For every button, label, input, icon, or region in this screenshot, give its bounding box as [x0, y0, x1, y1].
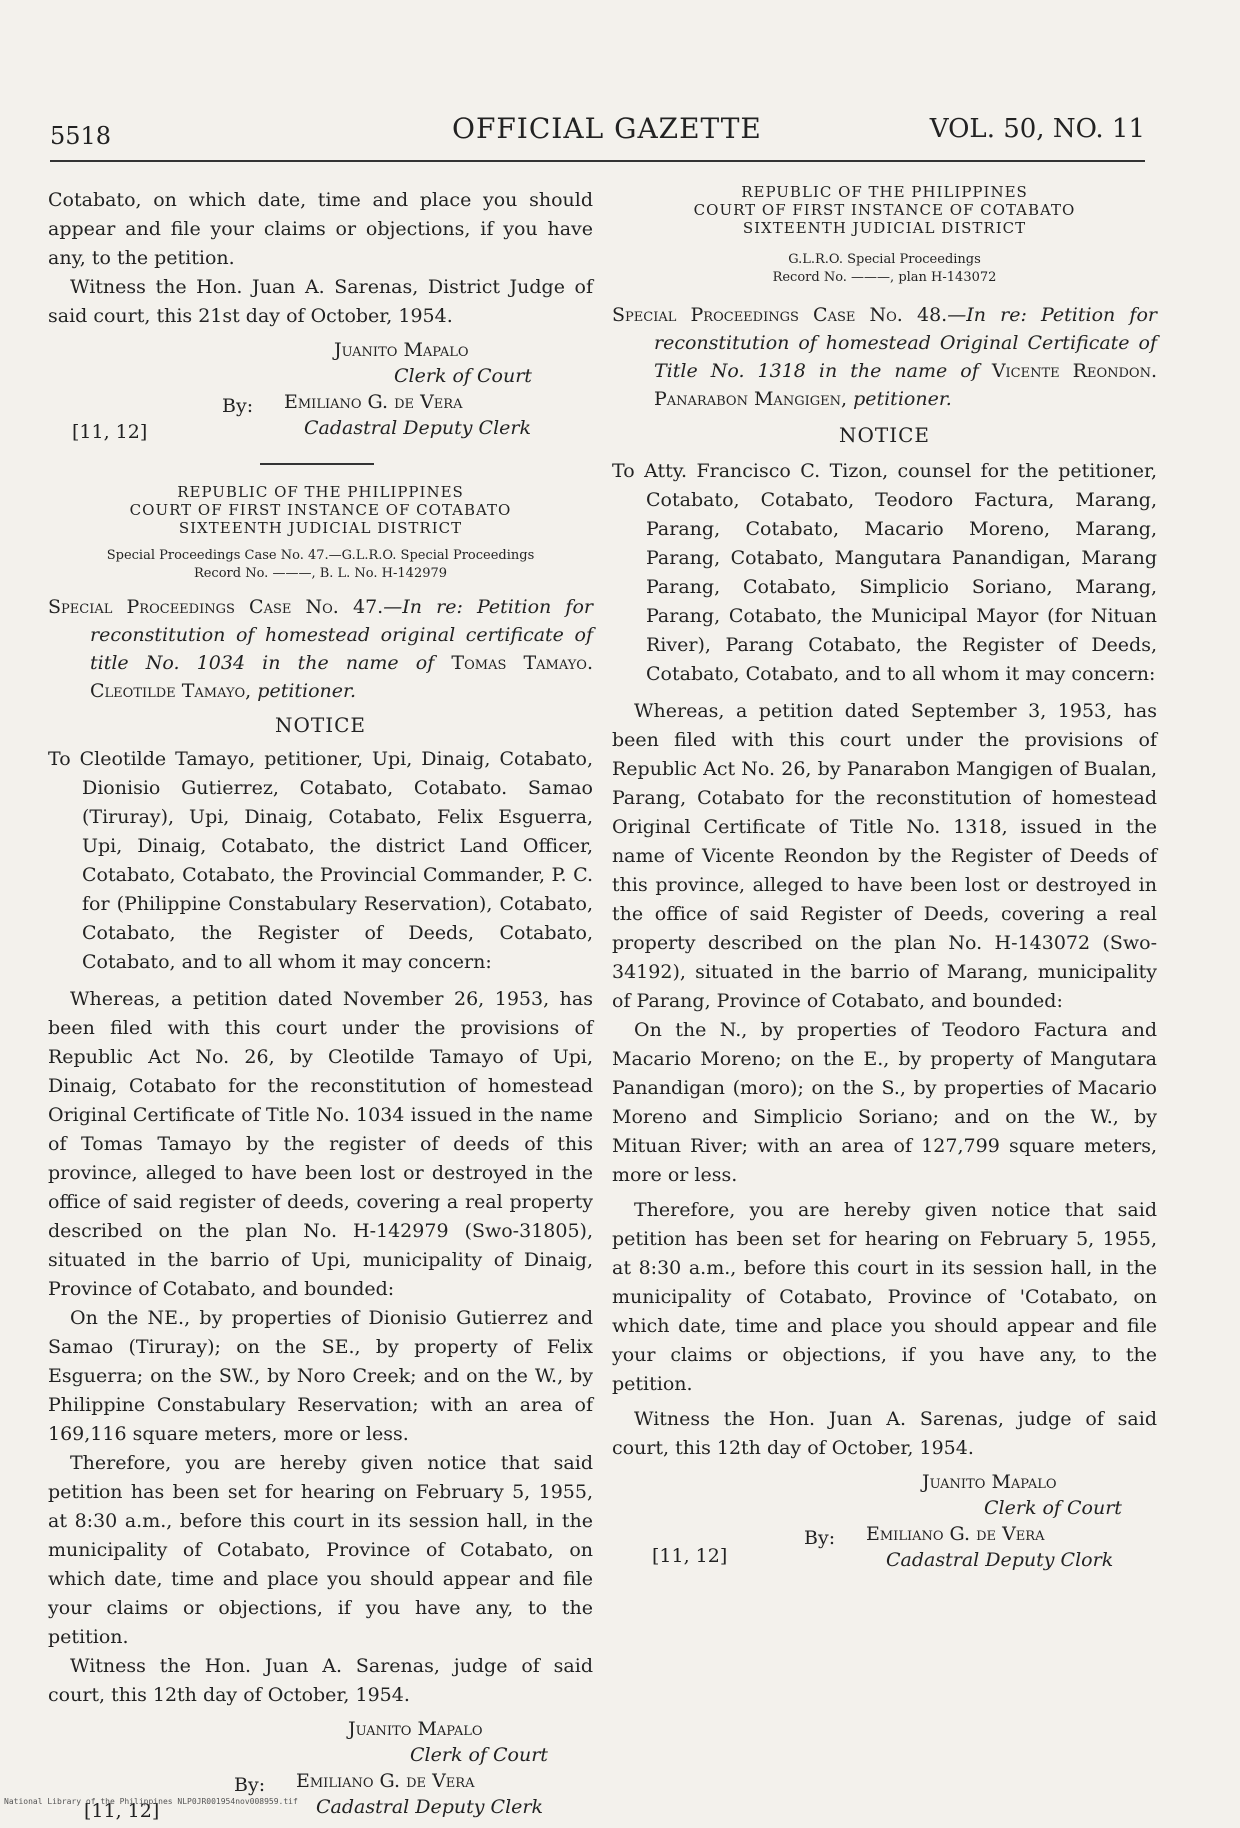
volume-number: VOL. 50, NO. 11 — [929, 114, 1145, 144]
notice-title: NOTICE — [274, 713, 367, 737]
boundaries-paragraph: On the NE., by properties of Dionisio Gutierrez and Samao (Tiruray); on the SE., by property of Felix Esguerra; on the SW., by Noro Creek; and on the W., by Philippine Constabulary Reservation; with an area of 169,116 square meters, more or less. — [48, 1307, 593, 1445]
petitioner-label: petitioner. — [853, 388, 952, 410]
court-line-3: SIXTEENTH JUDICIAL DISTRICT — [178, 519, 463, 537]
deputy-name: Emiliano G. de Vera — [296, 1770, 475, 1792]
clerk-name: Juanito Mapalo — [334, 339, 469, 361]
deputy-title: Cadastral Deputy Clerk — [304, 417, 532, 439]
left-column — [48, 186, 593, 1828]
witness-paragraph: Witness the Hon. Juan A. Sarenas, judge of said court, this 12th day of October, 1954. — [612, 1408, 1157, 1459]
case-label: Special Proceedings Case No. 47. — [48, 596, 384, 618]
petitioner-label: petitioner. — [257, 680, 357, 702]
court-line-1: REPUBLIC OF THE PHILIPPINES — [741, 183, 1028, 201]
record-info — [48, 547, 593, 583]
by-label: By: — [222, 395, 254, 417]
publication-title: OFFICIAL GAZETTE — [452, 112, 762, 145]
deputy-name: Emiliano G. de Vera — [866, 1523, 1045, 1545]
issue-reference: [11, 12] — [84, 1800, 160, 1822]
clerk-name: Juanito Mapalo — [922, 1471, 1057, 1493]
therefore-paragraph: Therefore, you are hereby given notice that said petition has been set for hearing on February 5, 1955, at 8:30 a.m., before this court in its session hall, in the municipality of Cotabato, Province of 'Cotabato, on which date, time and place you should appear and file your claims or objections, if you have any, to the petition. — [612, 1199, 1157, 1395]
clerk-title: Clerk of Court — [984, 1497, 1122, 1519]
clerk-title: Clerk of Court — [394, 365, 532, 387]
witness-paragraph: Witness the Hon. Juan A. Sarenas, judge of said court, this 12th day of October, 1954. — [48, 1655, 593, 1706]
record-info — [612, 251, 1157, 287]
right-column — [612, 183, 1157, 1581]
court-line-3: SIXTEENTH JUDICIAL DISTRICT — [742, 219, 1027, 237]
boundaries-paragraph: On the N., by properties of Teodoro Factura and Macario Moreno; on the E., by property of Mangutara Panandigan (moro); on the S., by properties of Macario Moreno and Simplicio Soriano; and on the W., by Mituan River; with an area of 127,799 square meters, more or less. — [612, 1019, 1157, 1186]
court-line-1: REPUBLIC OF THE PHILIPPINES — [177, 483, 464, 501]
notice-title: NOTICE — [838, 423, 931, 447]
signature-block — [48, 331, 593, 449]
by-label: By: — [804, 1527, 836, 1549]
deputy-title: Cadastral Deputy Clerk — [316, 1796, 544, 1818]
scan-footer: National Library of the Philippines NLP0JR001954nov008959.tif — [4, 1797, 298, 1806]
record-line-1: Special Proceedings Case No. 47.—G.L.R.O. Special Proceedings — [106, 548, 535, 563]
continued-paragraph: Cotabato, on which date, time and place you should appear and file your claims or objections, if you have any, to the petition. — [48, 189, 593, 269]
whereas-paragraph: Whereas, a petition dated September 3, 1953, has been filed with this court under the provisions of Republic Act No. 26, by Panarabon Mangigen of Bualan, Parang, Cotabato for the reconstitution of homestead Original Certificate of Title No. 1318, issued in the name of Vicente Reondon by the Register of Deeds of this province, alleged to have been lost or destroyed in the office of said Register of Deeds, covering a real property described on the plan No. H-143072 (Swo-34192), situated in the barrio of Marang, municipality of Parang, Province of Cotabato, and bounded: — [612, 700, 1157, 1012]
issue-reference: [11, 12] — [72, 421, 148, 443]
addressee-paragraph: To Cleotilde Tamayo, petitioner, Upi, Dinaig, Cotabato, Dionisio Gutierrez, Cotabato, Cotabato. Samao (Tiruray), Upi, Dinaig, Cotabato, Felix Esguerra, Upi, Dinaig, Cotabato, the district Land Officer, Cotabato, Cotabato, the Provincial Commander, P. C. for (Philippine Constabulary Reservation), Cotabato, Cotabato, the Register of Deeds, Cotabato, Cotabato, and to all whom it may concern: — [48, 748, 593, 973]
deputy-title: Cadastral Deputy Clork — [886, 1549, 1114, 1571]
by-label: By: — [234, 1774, 266, 1796]
signature-block — [612, 1463, 1157, 1581]
court-heading — [48, 483, 593, 537]
issue-reference: [11, 12] — [652, 1545, 728, 1567]
court-heading — [612, 183, 1157, 237]
deputy-name: Emiliano G. de Vera — [284, 391, 463, 413]
court-line-2: COURT OF FIRST INSTANCE OF COTABATO — [129, 501, 512, 519]
case-description: —In re: Petition for reconstitution of homestead Original Certificate of Title No. 1318 in the name of — [654, 304, 1157, 382]
header-rule — [50, 160, 1145, 162]
page-number: 5518 — [50, 122, 112, 150]
clerk-title: Clerk of Court — [410, 1744, 548, 1766]
record-line-2: Record No. ———, B. L. No. H-142979 — [193, 566, 448, 581]
petitioner-name: Cleotilde Tamayo, — [90, 680, 252, 702]
case-name: Vicente Reondon. — [991, 360, 1157, 382]
continued-witness: Witness the Hon. Juan A. Sarenas, District Judge of said court, this 21st day of October, 1954. — [48, 276, 593, 327]
clerk-name: Juanito Mapalo — [348, 1718, 483, 1740]
page-header — [50, 112, 1145, 152]
addressee-paragraph: To Atty. Francisco C. Tizon, counsel for the petitioner, Cotabato, Cotabato, Teodoro Factura, Marang, Parang, Cotabato, Macario Moreno, Marang, Parang, Cotabato, Mangutara Panandigan, Marang Parang, Cotabato, Simplicio Soriano, Marang, Parang, Cotabato, the Municipal Mayor (for Nituan River), Parang Cotabato, the Register of Deeds, Cotabato, Cotabato, and to all whom it may concern: — [612, 460, 1157, 685]
case-caption — [48, 593, 593, 705]
case-description: —In re: Petition for reconstitution of homestead original certificate of title No. 1034 in the name of — [90, 596, 593, 674]
court-line-2: COURT OF FIRST INSTANCE OF COTABATO — [693, 201, 1076, 219]
case-name: Tomas Tamayo. — [451, 652, 593, 674]
record-line-2: Record No. ———, plan H-143072 — [772, 270, 997, 285]
therefore-paragraph: Therefore, you are hereby given notice that said petition has been set for hearing on February 5, 1955, at 8:30 a.m., before this court in its session hall, in the municipality of Cotabato, Province of Cotabato, on which date, time and place you should appear and file your claims or objections, if you have any, to the petition. — [48, 1452, 593, 1648]
case-caption — [612, 301, 1157, 413]
signature-block — [48, 1710, 593, 1828]
record-line-1: G.L.R.O. Special Proceedings — [788, 252, 981, 267]
whereas-paragraph: Whereas, a petition dated November 26, 1953, has been filed with this court under the provisions of Republic Act No. 26, by Cleotilde Tamayo of Upi, Dinaig, Cotabato for the reconstitution of homestead Original Certificate of Title No. 1034 issued in the name of Tomas Tamayo by the register of deeds of this province, alleged to have been lost or destroyed in the office of said register of deeds, covering a real property described on the plan No. H-142979 (Swo-31805), situated in the barrio of Upi, municipality of Dinaig, Province of Cotabato, and bounded: — [48, 988, 593, 1300]
case-label: Special Proceedings Case No. 48. — [612, 304, 948, 326]
petitioner-name: Panarabon Mangigen, — [654, 388, 848, 410]
section-divider — [260, 463, 374, 465]
